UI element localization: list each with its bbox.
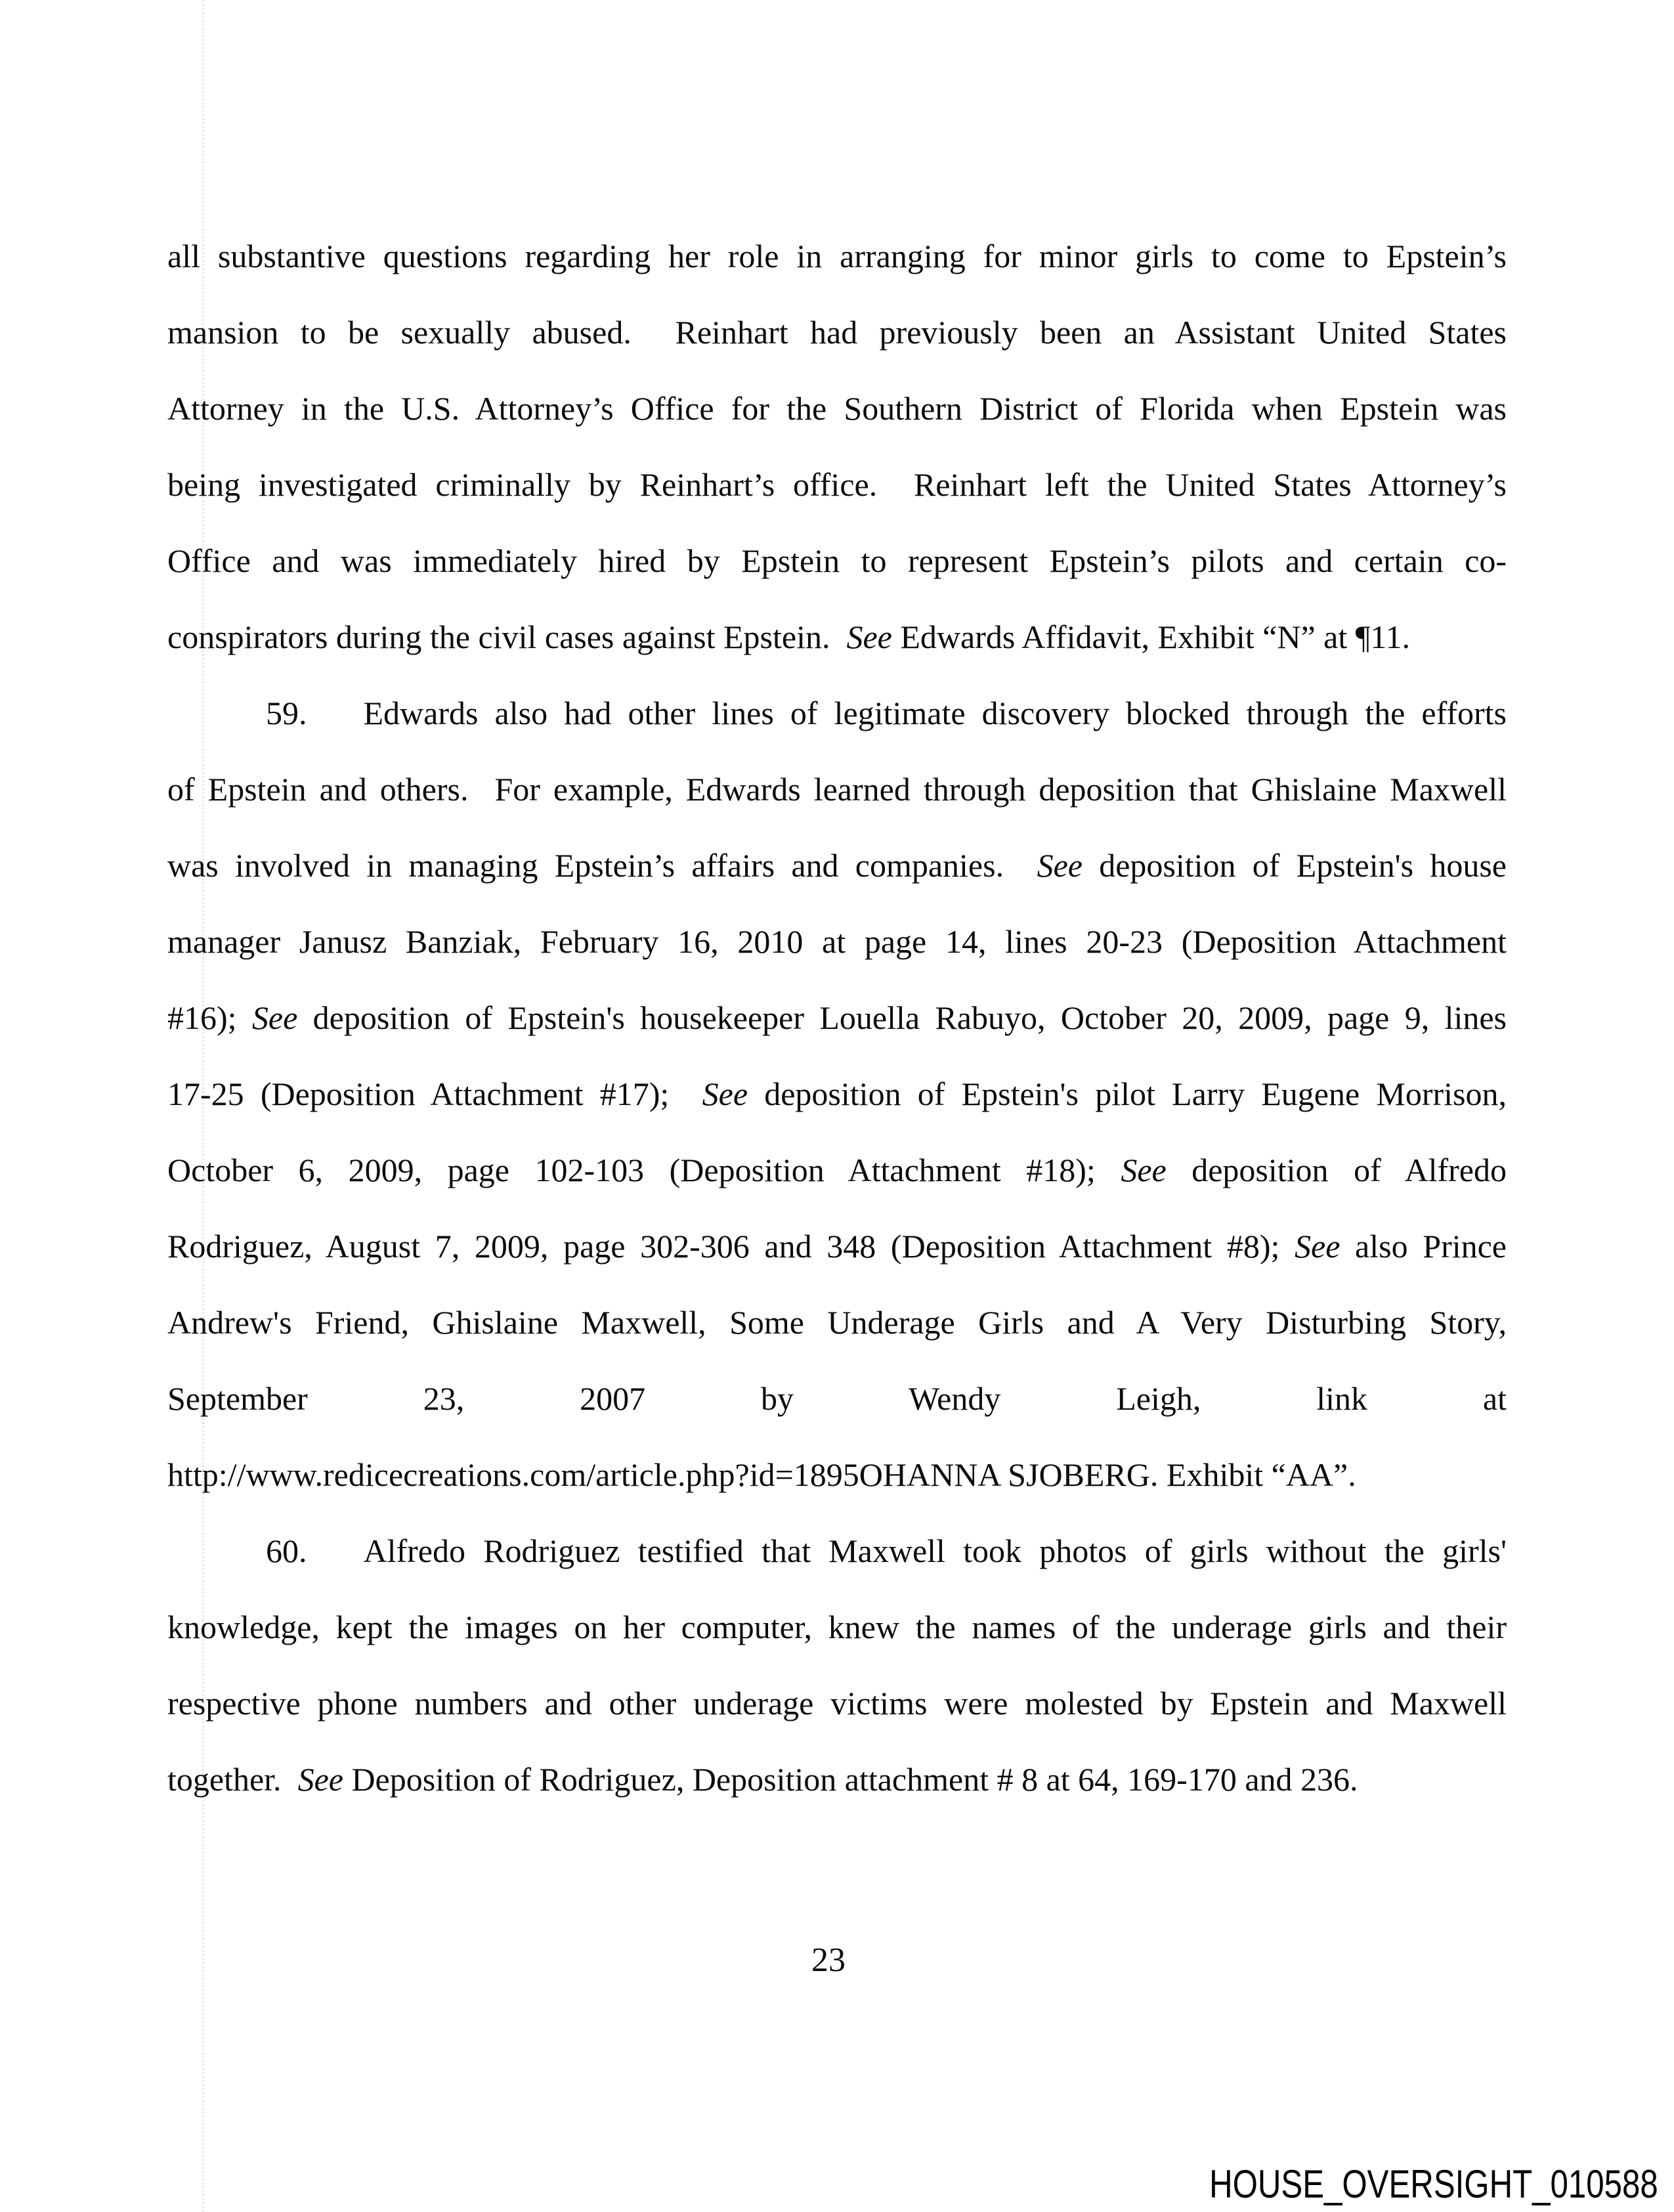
text-segment: #16);: [167, 999, 252, 1036]
text-segment: mansion to be sexually abused. Reinhart had previously been an Assistant United States: [167, 314, 1507, 351]
text-segment: respective phone numbers and other underage victims were molested by Epstein and Maxwell: [167, 1685, 1507, 1722]
citation-signal: See: [846, 618, 892, 655]
text-segment: deposition of Epstein's house: [1082, 847, 1507, 884]
text-segment: was involved in managing Epstein’s affairs and companies.: [167, 847, 1037, 884]
text-segment: also Prince: [1340, 1228, 1507, 1265]
text-segment: manager Janusz Banziak, February 16, 2010 at page 14, lines 20-23 (Deposition Attachment: [167, 923, 1507, 960]
text-line: [167, 1208, 1507, 1284]
text-segment: Andrew's Friend, Ghislaine Maxwell, Some Underage Girls and A Very Disturbing Story,: [167, 1304, 1507, 1341]
text-line: [167, 675, 1507, 751]
citation-signal: See: [1037, 847, 1083, 884]
text-segment: Office and was immediately hired by Epstein to represent Epstein’s pilots and certain co-: [167, 542, 1507, 579]
paragraph-59: [167, 675, 1507, 1513]
text-segment: 17-25 (Deposition Attachment #17);: [167, 1075, 702, 1112]
text-line: [167, 1741, 1507, 1817]
paragraph-number: 59.: [266, 695, 307, 731]
text-segment: Deposition of Rodriguez, Deposition attachment # 8 at 64, 169-170 and 236.: [343, 1761, 1358, 1798]
text-segment: being investigated criminally by Reinhart’s office. Reinhart left the United States Attorney’s: [167, 466, 1507, 503]
paragraph-60: [167, 1513, 1507, 1817]
text-segment: Alfredo Rodriguez testified that Maxwell took photos of girls without the girls': [363, 1532, 1507, 1569]
paragraph-number: 60.: [266, 1532, 307, 1569]
text-segment: Edwards Affidavit, Exhibit “N” at ¶11.: [891, 618, 1411, 655]
text-line: [167, 294, 1507, 370]
citation-signal: See: [251, 999, 298, 1036]
text-line: [167, 370, 1507, 446]
text-segment: http://www.redicecreations.com/article.php?id=1895OHANNA SJOBERG. Exhibit “AA”.: [167, 1456, 1356, 1493]
text-segment: all substantive questions regarding her role in arranging for minor girls to come to Epstein’s: [167, 238, 1507, 274]
text-line: [167, 903, 1507, 980]
text-line: [167, 1589, 1507, 1665]
text-line: [167, 751, 1507, 827]
text-segment: together.: [167, 1761, 298, 1798]
text-line: [167, 1284, 1507, 1360]
text-line: [167, 1360, 1507, 1437]
text-segment: Attorney in the U.S. Attorney’s Office for the Southern District of Florida when Epstein was: [167, 390, 1507, 427]
citation-signal: See: [1121, 1152, 1167, 1188]
text-line: [167, 1056, 1507, 1132]
text-segment: deposition of Alfredo: [1166, 1152, 1507, 1188]
text-segment: October 6, 2009, page 102-103 (Deposition Attachment #18);: [167, 1152, 1121, 1188]
text-line: [167, 1513, 1507, 1589]
text-segment: Edwards also had other lines of legitimate discovery blocked through the efforts: [363, 695, 1507, 731]
text-segment: deposition of Epstein's pilot Larry Eugene Morrison,: [748, 1075, 1507, 1112]
text-line: [167, 1665, 1507, 1741]
text-segment: deposition of Epstein's housekeeper Louella Rabuyo, October 20, 2009, page 9, lines: [297, 999, 1507, 1036]
text-line: [167, 980, 1507, 1056]
text-segment: knowledge, kept the images on her computer, knew the names of the underage girls and their: [167, 1609, 1507, 1645]
citation-signal: See: [702, 1075, 748, 1112]
text-line: [167, 1132, 1507, 1208]
text-segment: conspirators during the civil cases against Epstein.: [167, 618, 847, 655]
text-line: [167, 218, 1507, 294]
page-number: 23: [811, 1941, 846, 1979]
text-line: [167, 523, 1507, 599]
text-line: [167, 827, 1507, 903]
citation-signal: See: [297, 1761, 343, 1798]
text-segment: Rodriguez, August 7, 2009, page 302-306 and 348 (Deposition Attachment #8);: [167, 1228, 1295, 1265]
text-segment: of Epstein and others. For example, Edwards learned through deposition that Ghislaine Maxwell: [167, 771, 1507, 808]
text-line: [167, 599, 1507, 675]
citation-signal: See: [1295, 1228, 1341, 1265]
document-body: [167, 218, 1507, 1817]
paragraph-continuation: [167, 218, 1507, 675]
text-line: [167, 1437, 1507, 1513]
text-segment: September 23, 2007 by Wendy Leigh, link at: [167, 1380, 1507, 1417]
text-line: [167, 446, 1507, 523]
bates-stamp: HOUSE_OVERSIGHT_010588: [1209, 2162, 1658, 2206]
